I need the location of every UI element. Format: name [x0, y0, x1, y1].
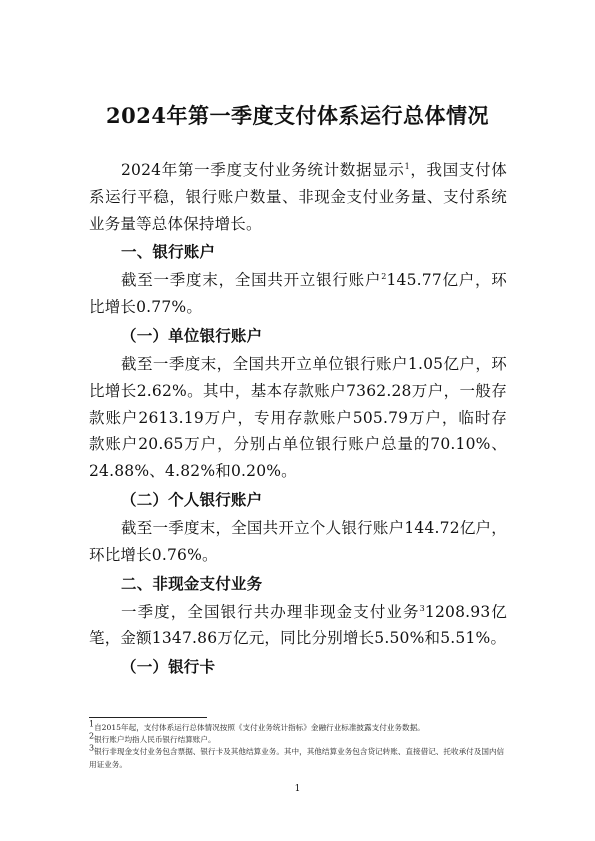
intro-paragraph	[89, 157, 507, 237]
footnote-text: 自2015年起，支付体系运行总体情况按照《支付业务统计指标》金融行业标准披露支付业务数据。	[94, 723, 425, 732]
footnote-text: 银行非现金支付业务包含票据、银行卡及其他结算业务。其中，其他结算业务包含贷记转账、直接借记、托收承付及国内信用证业务。	[89, 747, 505, 769]
footnote-ref-1[interactable]: 1	[404, 161, 410, 171]
noncash-text-2: 1208.93亿笔，金额1347.86万亿元，同比分别增长5.50%和5.51%。	[89, 602, 507, 648]
bank-accounts-text-1: 截至一季度末，全国共开立银行账户	[121, 271, 382, 290]
bank-accounts-text-2: 145.77亿户，环比增长0.77%。	[89, 271, 507, 317]
intro-text-2: ，我国支付体系运行平稳，银行账户数量、非现金支付业务量、支付系统业务量等总体保持增长。	[89, 161, 508, 233]
section-heading-bank-accounts: 一、银行账户	[121, 243, 216, 262]
footnotes	[89, 719, 507, 771]
footnote-divider	[89, 717, 207, 718]
section-heading-noncash-payments: 二、非现金支付业务	[121, 574, 263, 593]
footnote-1	[89, 719, 507, 734]
unit-accounts-paragraph: 截至一季度末，全国共开立单位银行账户1.05亿户，环比增长2.62%。其中，基本存款账户7362.28万户，一般存款账户2613.19万户，专用存款账户505.79万户，临时存款账户20.65万户，分别占单位银行账户总量的70.10%、24.88%、4.82%和0.20%。	[89, 354, 507, 481]
intro-text-1: 2024年第一季度支付业务统计数据显示	[121, 161, 405, 179]
footnote-ref-2[interactable]: 2	[381, 272, 387, 282]
document-title: 2024年第一季度支付体系运行总体情况	[106, 103, 489, 128]
document-body	[89, 157, 507, 682]
footnote-ref-3[interactable]: 3	[419, 603, 425, 613]
subsection-heading-bank-cards: （一）银行卡	[121, 658, 216, 677]
page-number: 1	[294, 784, 301, 794]
footnote-mark: 3	[89, 743, 95, 753]
footnote-3	[89, 743, 507, 770]
noncash-payments-paragraph	[89, 599, 507, 653]
subsection-heading-personal-accounts: （二）个人银行账户	[121, 490, 263, 509]
footnote-mark: 1	[89, 719, 95, 729]
footnote-2	[89, 731, 507, 746]
noncash-text-1: 一季度，全国银行共办理非现金支付业务	[121, 602, 420, 621]
footnote-text: 银行账户均指人民币银行结算账户。	[94, 735, 216, 745]
personal-accounts-paragraph: 截至一季度末，全国共开立个人银行账户144.72亿户，环比增长0.76%。	[89, 518, 507, 564]
subsection-heading-unit-accounts: （一）单位银行账户	[121, 326, 263, 345]
bank-accounts-paragraph	[89, 267, 507, 321]
footnote-mark: 2	[89, 731, 95, 741]
